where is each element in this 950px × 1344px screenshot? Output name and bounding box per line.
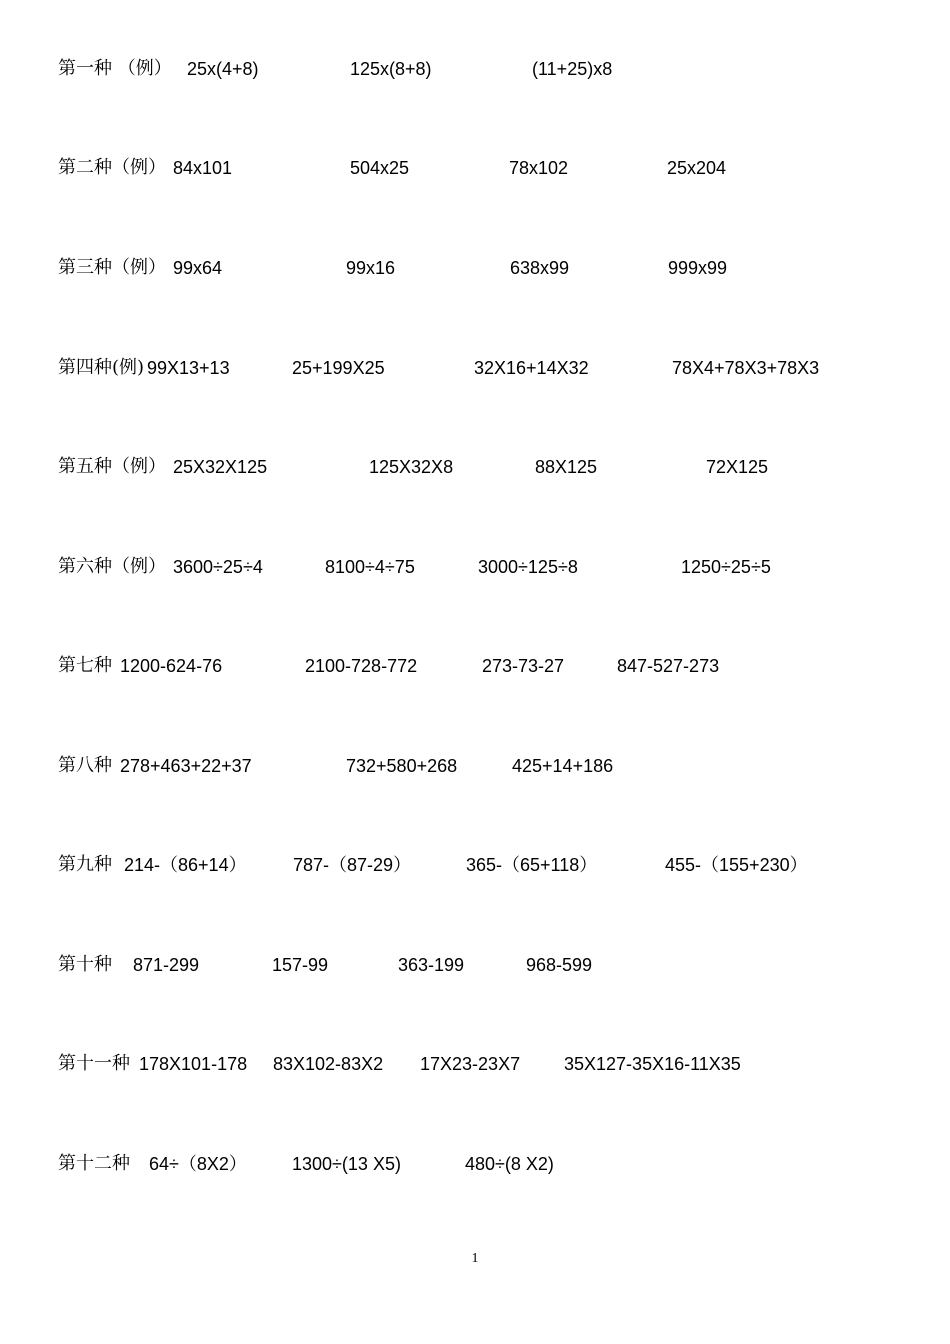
problem: 365-（65+118） (466, 855, 598, 875)
row-label: 第七种 (58, 655, 112, 676)
problem: 999x99 (668, 258, 728, 278)
problem: 35X127-35X16-11X35 (564, 1054, 741, 1074)
problem: 25x204 (667, 158, 727, 178)
problem: 78x102 (509, 158, 569, 178)
problem-row (0, 852, 950, 878)
row-label: 第十种 (58, 954, 112, 975)
row-label: 第六种（例） (58, 556, 166, 577)
problem: 968-599 (526, 955, 593, 975)
problem: 99x64 (173, 258, 223, 278)
row-label: 第九种 (58, 854, 112, 875)
problem: 638x99 (510, 258, 570, 278)
problem: 455-（155+230） (665, 855, 808, 875)
problem: 99X13+13 (147, 358, 230, 378)
problem: 125x(8+8) (350, 59, 432, 79)
problem: 17X23-23X7 (420, 1054, 521, 1074)
problem: 2100-728-772 (305, 656, 418, 676)
problem-row (0, 653, 950, 679)
row-label: 第十二种 (58, 1153, 130, 1174)
problem: 178X101-178 (139, 1054, 248, 1074)
problem: (11+25)x8 (532, 59, 613, 79)
problem: 3000÷125÷8 (478, 557, 578, 577)
problem-row (0, 753, 950, 779)
row-label: 第四种(例) (58, 357, 145, 378)
problem: 214-（86+14） (124, 855, 247, 875)
problem-row (0, 355, 950, 381)
problem: 732+580+268 (346, 756, 458, 776)
problem: 25+199X25 (292, 358, 385, 378)
problem: 8100÷4÷75 (325, 557, 415, 577)
row-label: 第八种 (58, 755, 112, 776)
problem-row (0, 56, 950, 82)
problem-row (0, 952, 950, 978)
problem: 125X32X8 (369, 457, 454, 477)
problem-row (0, 1151, 950, 1177)
problem: 871-299 (133, 955, 200, 975)
problem: 99x16 (346, 258, 396, 278)
problem: 84x101 (173, 158, 233, 178)
problem: 78X4+78X3+78X3 (672, 358, 820, 378)
problem-row (0, 155, 950, 181)
problem: 25X32X125 (173, 457, 268, 477)
row-label: 第二种（例） (58, 157, 166, 178)
problem: 480÷(8 X2) (465, 1154, 554, 1174)
problem-row (0, 454, 950, 480)
problem: 83X102-83X2 (273, 1054, 384, 1074)
problem-row (0, 255, 950, 281)
problem: 32X16+14X32 (474, 358, 589, 378)
problem: 425+14+186 (512, 756, 614, 776)
problem: 504x25 (350, 158, 410, 178)
problem-row (0, 554, 950, 580)
problem: 278+463+22+37 (120, 756, 252, 776)
problem: 363-199 (398, 955, 465, 975)
row-label: 第十一种 (58, 1053, 130, 1074)
problem-row (0, 1051, 950, 1077)
row-label: 第五种（例） (58, 456, 166, 477)
row-label: 第一种 （例） (58, 58, 172, 79)
problem: 787-（87-29） (293, 855, 412, 875)
problem: 847-527-273 (617, 656, 720, 676)
page-number: 1 (471, 1251, 479, 1266)
problem: 3600÷25÷4 (173, 557, 263, 577)
problem: 72X125 (706, 457, 769, 477)
problem: 64÷（8X2） (149, 1154, 247, 1174)
problem: 1200-624-76 (120, 656, 223, 676)
row-label: 第三种（例） (58, 257, 166, 278)
problem: 1250÷25÷5 (681, 557, 771, 577)
problem: 157-99 (272, 955, 329, 975)
problem: 88X125 (535, 457, 598, 477)
problem: 1300÷(13 X5) (292, 1154, 401, 1174)
problem: 273-73-27 (482, 656, 565, 676)
problem: 25x(4+8) (187, 59, 259, 79)
